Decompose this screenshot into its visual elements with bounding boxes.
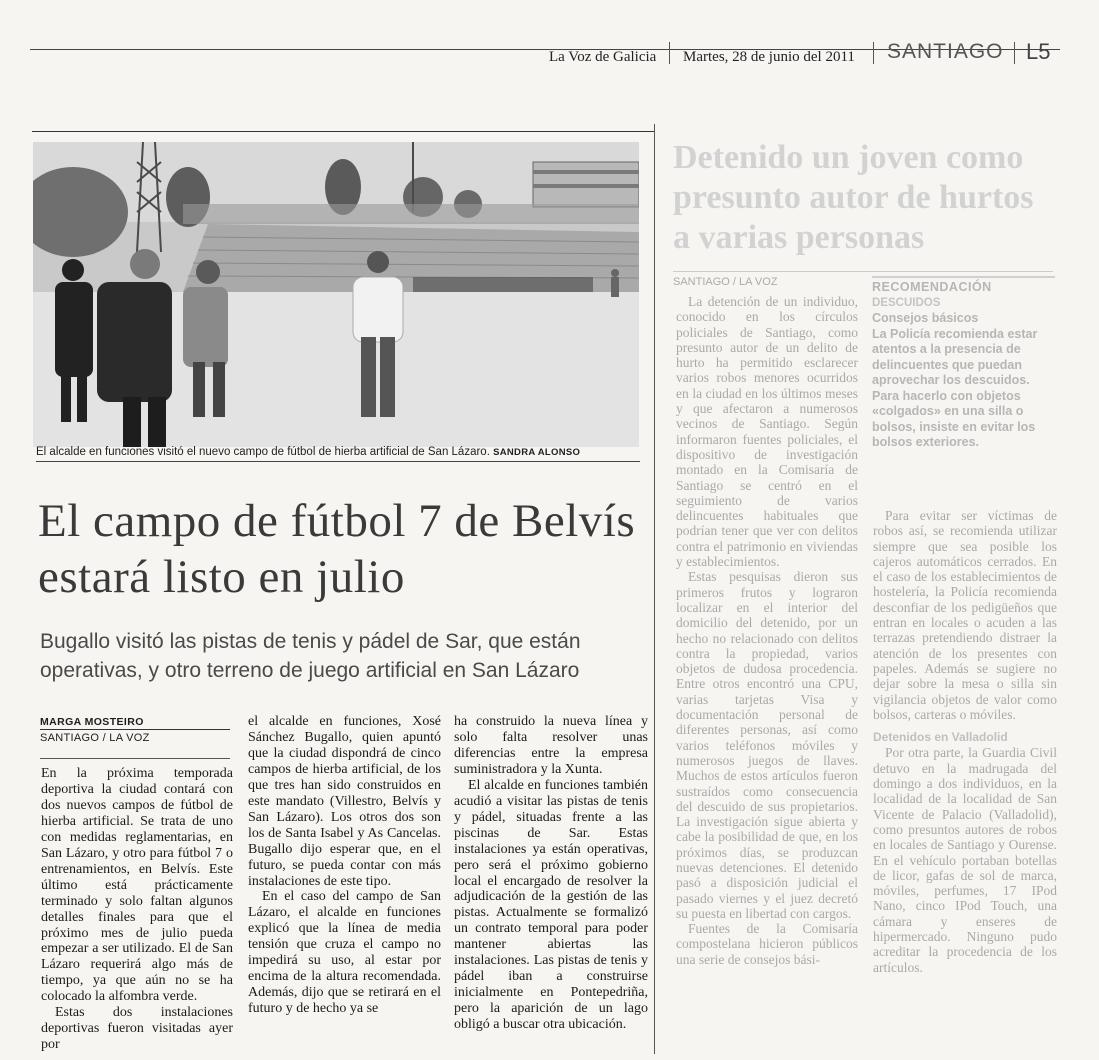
side-paragraph: La detención de un individuo, conocido en los círculos policiales de Santiago, como presunto autor de un delito de hurto ha permitido esclarecer varios robos menores ocurridos en la ciudad en los últimos meses y que afectaron a numerosos vecinos de Santiago. Según informaron fuentes policiales, el dispositivo de investigación montado en la Comisaría de Santiago se centró en el seguimiento de varios delincuentes habituales que podrían tener que ver con delitos contra el patrimonio en viviendas y establecimientos. — [676, 294, 858, 570]
caption-text: El alcalde en funciones visitó el nuevo campo de fútbol de hierba artificial de San Lázaro. — [36, 446, 490, 458]
body-column-2 — [248, 714, 441, 1017]
header-divider — [669, 42, 670, 64]
dateline: SANTIAGO / LA VOZ — [40, 732, 150, 744]
side-article-byline: SANTIAGO / LA VOZ — [673, 276, 778, 288]
recommendation-box — [872, 276, 1055, 451]
author-name: MARGA MOSTEIRO — [40, 716, 144, 728]
side-article-headline: Detenido un joven como presunto autor de hurtos a varias personas — [673, 139, 1034, 256]
article-photo — [33, 142, 639, 447]
section-name: SANTIAGO — [887, 40, 1004, 63]
body-paragraph: ha construido la nueva línea y solo falta resolver unas diferencias entre la empresa suministradora y la Xunta. — [454, 714, 648, 777]
recommendation-kicker: RECOMENDACIÓN — [872, 276, 1055, 296]
recommendation-sub: DESCUIDOS — [872, 296, 941, 309]
recommendation-title: Consejos básicos — [872, 311, 979, 325]
body-paragraph: En la próxima temporada deportiva la ciudad contará con dos nuevos campos de fútbol de hierba artificial. Se trata de uno con medidas reglamentarias, en San Lázaro, y otro para fútbol 7 o entrenamientos, en Belvís. Este último está prácticamente terminado y solo faltan algunos detalles finales para que el próximo mes de julio pueda empezar a ser utilizado. El de San Lázaro requerirá algo más de tiempo, ya que aún no se ha colocado la alfombra verde. — [41, 766, 233, 1005]
body-paragraph: El alcalde en funciones también acudió a visitar las pistas de tenis y pádel, situadas frente a las piscinas de Sar. Estas instalaciones ya están operativas, pero será el próximo gobierno local el encargado de resolver la adjudicación de la gestión de las pistas. Actualmente se formalizó un contrato temporal para poder mantener abiertas las instalaciones. Las pistas de tenis y pádel iban a construirse inicialmente en Pontepedriña, pero la aparición de un lago obligó a buscar otra ubicación. — [454, 777, 648, 1033]
side-article-column-2 — [873, 508, 1057, 975]
body-column-3 — [454, 714, 648, 1033]
side-paragraph: Fuentes de la Comisaría compostelana hicieron públicos una serie de consejos bási- — [676, 921, 858, 967]
body-column-1 — [41, 766, 233, 1053]
photo-caption — [36, 446, 640, 462]
recommendation-text: La Policía recomienda estar atentos a la presencia de delincuentes que puedan aprovechar los descuidos. Para hacerlo con objetos «colgados» en una silla o bolsos, insiste en evitar los bolsos exteriores. — [872, 326, 1038, 449]
body-paragraph: Estas dos instalaciones deportivas fueron visitadas ayer por — [41, 1005, 233, 1053]
newspaper-name: La Voz de Galicia — [549, 49, 657, 65]
side-paragraph: Para evitar ser víctimas de robos así, se recomienda utilizar siempre que sea posible los cajeros automáticos cerrados. En el caso de los establecimientos de hostelería, la Policía recomienda desconfiar de los pedigüeños que entran en locales o acuden a las terrazas pretendiendo distraer la atención de los presentes con papeles. Además se sugiere no dejar sobre la mesa o silla sin vigilancia objetos de valor como bolsos, carteras o móviles. — [873, 508, 1057, 722]
side-paragraph: Estas pesquisas dieron sus primeros frutos y lograron localizar en el interior del domicilio del detenido, por un hecho no relacionado con delitos contra la propiedad, varios objetos de dudosa procedencia. Entre otros encontró una CPU, varias tarjetas Visa y documentación personal de diferentes personas, así como varios teléfonos móviles y numerosos juegos de llaves. Muchos de estos artículos fueron sustraídos como consecuencia del descuido de sus propietarios. La investigación sigue abierta y cabe la posibilidad de que, en los próximos días, se produzcan nuevas detenciones. El detenido pasó a disposición judicial el pasado viernes y el juez decretó su puesta en libertad con cargos. — [676, 569, 858, 921]
header-divider — [873, 42, 874, 64]
byline-rule — [40, 729, 230, 730]
field-visit-photo — [33, 142, 639, 447]
article-frame-top — [32, 131, 654, 132]
article-subhead: Bugallo visitó las pistas de tenis y pádel de Sar, que están operativas, y otro terreno de juego artificial en San Lázaro — [40, 630, 581, 682]
side-article-column-1 — [676, 294, 858, 967]
body-paragraph: En el caso del campo de San Lázaro, el alcalde en funciones explicó que la línea de media tensión que cruza el campo no impedirá su uso, al estar por encima de la altura recomendada. Además, dijo que se retirará en el futuro y de hecho ya se — [248, 889, 441, 1017]
issue-date: Martes, 28 de junio del 2011 — [683, 49, 855, 65]
header-divider — [1014, 42, 1015, 64]
article-headline: El campo de fútbol 7 de Belvís estará listo en julio — [38, 495, 636, 603]
page-number: L5 — [1026, 39, 1051, 64]
photo-credit: SANDRA ALONSO — [493, 447, 581, 458]
side-subheading: Detenidos en Valladolid — [873, 730, 1008, 745]
byline-rule — [40, 758, 230, 759]
body-paragraph: el alcalde en funciones, Xosé Sánchez Bugallo, quien apuntó que la ciudad dispondrá de cinco campos de hierba artificial, de los que tres han sido construidos en este mandato (Villestro, Belvís y San Lázaro). Los otros dos son los de Santa Isabel y As Cancelas. Bugallo dijo esperar que, en el futuro, se pueda contar con más instalaciones de este tipo. — [248, 714, 441, 889]
side-article-rule — [673, 271, 1053, 272]
side-paragraph: Por otra parte, la Guardia Civil detuvo en la madrugada del domingo a dos individuos, en la localidad de la localidad de San Vicente de Palacio (Valladolid), como presuntos autores de robos en locales de Santiago y Ourense. En el vehículo portaban botellas de licor, gafas de sol de marca, móviles, perfumes, 17 IPod Nano, cinco IPod Touch, una cámara y enseres de hipermercado. Ninguno pudo acreditar la procedencia de los artículos. — [873, 745, 1057, 975]
